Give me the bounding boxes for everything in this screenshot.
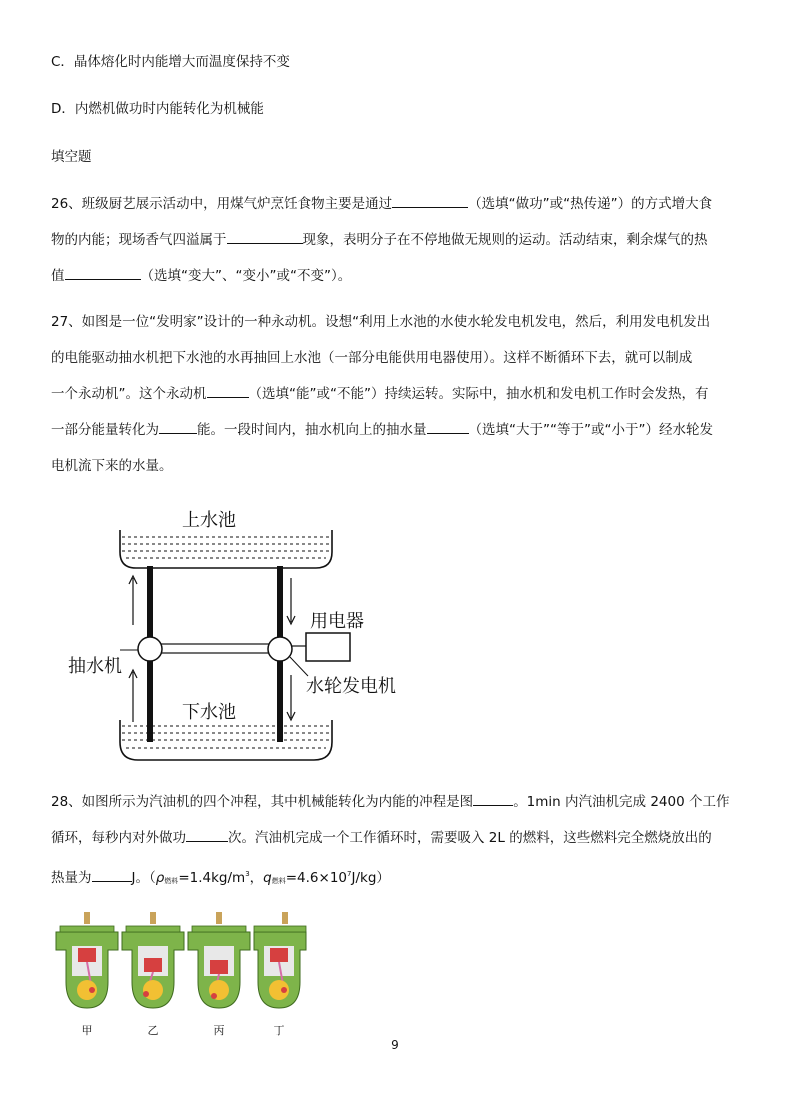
q26-line-2: 物的内能；现场香气四溢属于 现象，表明分子在不停地做无规则的运动。活动结束，剩余煤气的热 xyxy=(51,232,708,248)
q27-line-1: 27、如图是一位“发明家”设计的一种永动机。设想“利用上水池的水使水轮发电机发电，然后，利用发电机发出 xyxy=(51,314,711,330)
option-d: D．内燃机做功时内能转化为机械能 xyxy=(51,101,264,117)
lower-pool-label: 下水池 xyxy=(182,702,236,723)
engine-label-3: 丙 xyxy=(213,1024,225,1037)
up-arrow-lower xyxy=(129,670,137,722)
engine-stroke-2 xyxy=(122,912,184,1008)
upper-pool xyxy=(120,530,332,568)
q26-blank-3[interactable] xyxy=(65,267,141,280)
q27-blank-2[interactable] xyxy=(159,421,197,434)
shaft xyxy=(160,644,270,653)
q27-line-5: 电机流下来的水量。 xyxy=(51,458,173,474)
q28-line-2: 循环，每秒内对外做功 次。汽油机完成一个工作循环时，需要吸入 2L 的燃料，这些燃料完全燃烧放出的 xyxy=(51,830,712,846)
generator-wheel xyxy=(268,637,292,661)
up-arrow-upper xyxy=(129,576,137,625)
engine-label-4: 丁 xyxy=(273,1024,285,1037)
rho-symbol: ρ xyxy=(155,870,165,886)
q28-line-1: 28、如图所示为汽油机的四个冲程，其中机械能转化为内能的冲程是图 。1min 内汽油机完成 2400 个工作 xyxy=(51,794,730,810)
q28-line-3: 热量为 J。（ρ燃料$=1.4kg/m^3$，q燃料$=4.6\times 10^7J/kg$） xyxy=(51,870,390,886)
engine-label-2: 乙 xyxy=(147,1024,159,1037)
pump-wheel xyxy=(138,637,162,661)
q28-blank-1[interactable] xyxy=(473,793,513,806)
q27-blank-3[interactable] xyxy=(427,421,469,434)
q-symbol: q xyxy=(263,870,272,886)
generator-label: 水轮发电机 xyxy=(306,676,396,697)
q27-line-2: 的电能驱动抽水机把下水池的水再抽回上水池（一部分电能供用电器使用）。这样不断循环下去，就可以制成 xyxy=(51,350,693,366)
down-arrow-upper xyxy=(287,578,295,624)
section-title: 填空题 xyxy=(51,149,92,165)
q28-blank-3[interactable] xyxy=(92,869,132,882)
appliance-box xyxy=(306,633,350,661)
q27-line-4: 一部分能量转化为 能。一段时间内，抽水机向上的抽水量 （选填“大于”“等于”或“小于”）经水轮发 xyxy=(51,422,713,438)
engine-stroke-1 xyxy=(56,912,118,1008)
q27-blank-1[interactable] xyxy=(207,385,249,398)
perpetual-motion-diagram xyxy=(60,500,420,780)
option-c: C．晶体熔化时内能增大而温度保持不变 xyxy=(51,54,290,70)
q26-blank-2[interactable] xyxy=(227,231,303,244)
engine-stroke-4 xyxy=(254,912,306,1008)
q26-line-1: 26、班级厨艺展示活动中，用煤气炉烹饪食物主要是通过 （选填“做功”或“热传递”）的方式增大食 xyxy=(51,196,713,212)
q28-blank-2[interactable] xyxy=(186,829,228,842)
down-arrow-lower xyxy=(287,675,295,720)
q27-line-3: 一个永动机”。这个永动机 （选填“能”或“不能”）持续运转。实际中，抽水机和发电机工作时会发热，有 xyxy=(51,386,709,402)
page-number: 9 xyxy=(391,1038,399,1052)
pump-label: 抽水机 xyxy=(68,656,122,677)
appliance-label: 用电器 xyxy=(310,611,364,632)
q26-line-3: 值 （选填“变大”、“变小”或“不变”）。 xyxy=(51,268,352,284)
q26-blank-1[interactable] xyxy=(392,195,468,208)
engine-strokes-figure xyxy=(50,910,310,1040)
upper-pool-label: 上水池 xyxy=(182,510,236,531)
engine-label-1: 甲 xyxy=(81,1024,93,1037)
engine-stroke-3 xyxy=(188,912,250,1008)
